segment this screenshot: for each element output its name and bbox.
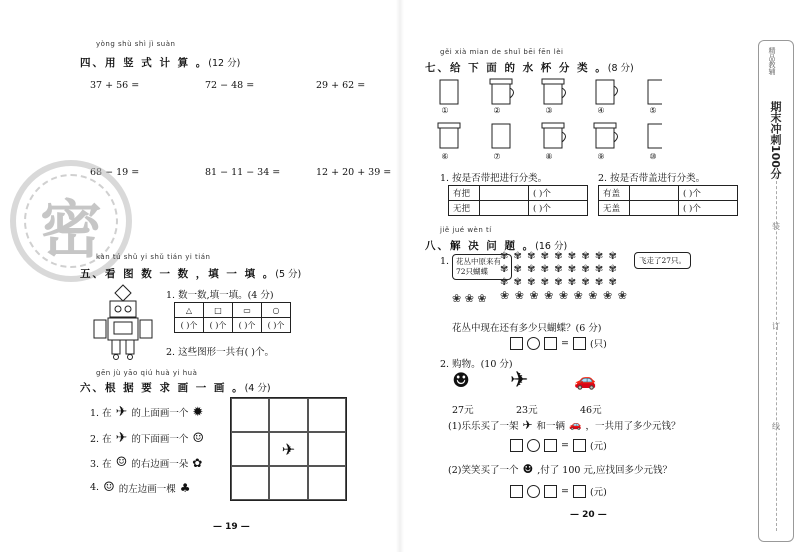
without-lid-count[interactable]: ( )个 [679, 201, 738, 216]
answer-box[interactable] [573, 485, 586, 498]
s4-eq1: 37 + 56 = [90, 80, 140, 91]
cut-line [776, 171, 777, 531]
square-count[interactable]: ( )个 [204, 318, 233, 333]
shape-count-table [174, 302, 291, 333]
s4-eq5: 81 − 11 − 34 = [205, 167, 281, 178]
s4-eq6: 12 + 20 + 39 = [316, 167, 392, 178]
s7-q2: 2. 按是否带盖进行分类。 [598, 173, 706, 184]
s7-pinyin: gěi xià mian de shuǐ bēi fēn lèi [440, 48, 564, 56]
with-lid-count[interactable]: ( )个 [679, 186, 738, 201]
speech-bubble-flew-away: 飞走了27只。 [634, 252, 691, 269]
toy-plane-icon: ✈ [510, 368, 529, 393]
flower-icon: ✿ [192, 455, 203, 470]
answer-box[interactable] [544, 485, 557, 498]
mug-4 [596, 80, 618, 104]
flower-row-icon: ❀ ❀ ❀ [452, 292, 487, 305]
s6-title: 六、根 据 要 求 画 一 画 。(4 分) [80, 382, 271, 394]
bind-mark-2: 订 [772, 322, 780, 331]
page-number-right: — 20 — [570, 510, 607, 520]
rectangle-icon: ▭ [233, 303, 262, 318]
mug-5 [648, 80, 662, 104]
s8-sub2-equation: = (元) [510, 484, 607, 498]
answer-box[interactable] [573, 439, 586, 452]
answer-box[interactable] [573, 337, 586, 350]
s6-item2: 2. 在 ✈ 的下面画一个 ☺ [90, 430, 204, 446]
s4-eq2: 72 − 48 = [205, 80, 255, 91]
brand-sub: 精品教辅 [768, 47, 776, 75]
with-handle-count[interactable]: ( )个 [529, 186, 588, 201]
answer-box[interactable] [510, 485, 523, 498]
bind-mark-1: 装 [772, 222, 780, 231]
drawing-grid[interactable] [230, 397, 347, 501]
operator-circle[interactable] [527, 485, 540, 498]
mug-7 [492, 124, 510, 148]
handle-table: 有把 ( )个 无把 ( )个 [448, 185, 588, 216]
without-handle-count[interactable]: ( )个 [529, 201, 588, 216]
doll-icon: ☻ [522, 462, 534, 476]
operator-circle[interactable] [527, 337, 540, 350]
secret-stamp [10, 160, 132, 282]
smiley-icon: ☺ [192, 430, 204, 446]
s6-item4: 4. ☺ 的左边画一棵 ♣ [90, 480, 191, 495]
binding-sidebar [758, 40, 794, 542]
stamp-text: 密 [39, 193, 102, 266]
s4-pinyin: yòng shù shì jì suàn [96, 40, 176, 48]
s5-title: 五、看 图 数 一 数 ，填 一 填 。(5 分) [80, 268, 302, 280]
airplane-icon: ✈ [269, 432, 307, 466]
toy-car-icon: 🚗 [574, 370, 597, 391]
s8-sub1-equation: = (元) [510, 438, 607, 452]
circle-icon: ○ [262, 303, 291, 318]
s4-title: 四、用 竖 式 计 算 。(12 分) [80, 57, 241, 69]
mug-illustrations [432, 76, 662, 176]
sun-icon: ✹ [192, 404, 204, 420]
mug-1 [440, 80, 458, 104]
operator-circle[interactable] [527, 439, 540, 452]
smiley-icon: ☺ [103, 480, 115, 495]
circle-count[interactable]: ( )个 [262, 318, 291, 333]
s6-item3: 3. 在 ☺ 的右边画一朵 ✿ [90, 455, 203, 470]
s8-sub2: (2)笑笑买了一个 ☻ ,付了 100 元,应找回多少元钱？ [448, 462, 672, 476]
center-fold [396, 0, 404, 552]
triangle-count[interactable]: ( )个 [175, 318, 204, 333]
s6-item1: 1. 在 ✈ 的上面画一个 ✹ [90, 404, 204, 420]
s8-title: 八、解 决 问 题 。(16 分) [425, 240, 568, 252]
triangle-icon: △ [175, 303, 204, 318]
answer-box[interactable] [510, 439, 523, 452]
brand-title: 期末冲刺100分 [769, 101, 782, 179]
s8-q2-text: 2. 购物。(10 分) [440, 359, 513, 370]
mug-3 [542, 79, 566, 104]
square-icon: □ [204, 303, 233, 318]
answer-box[interactable] [510, 337, 523, 350]
butterflies-flowers-illustration: ✾ ✾ ✾ ✾ ✾ ✾ ✾ ✾ ✾ ✾ ✾ ✾ ✾ ✾ ✾ ✾ ✾ ✾ ✾ ✾ ✾ ✾ ✾ ✾ ✾ ✾ ✾ ❀ ❀ ❀ ❀ ❀ ❀ ❀ ❀ ❀ [500, 251, 628, 302]
s7-title: 七、给 下 面 的 水 杯 分 类 。(8 分) [425, 62, 634, 74]
answer-box[interactable] [544, 439, 557, 452]
s6-pinyin: gēn jù yāo qiú huà yi huà [96, 369, 198, 377]
doll-icon: ☻ [452, 368, 470, 392]
s8-sub1: (1)乐乐买了一架 ✈ 和一辆 🚗 ，一共用了多少元钱？ [448, 418, 681, 432]
s4-eq4: 68 − 19 = [90, 167, 140, 178]
mug-9 [594, 123, 618, 148]
mug-8 [542, 123, 566, 148]
s4-eq3: 29 + 62 = [316, 80, 366, 91]
s8-pinyin: jiě jué wèn tí [440, 226, 492, 234]
price-doll: 27元 [452, 405, 474, 416]
s8-q1-equation: = (只) [510, 336, 607, 350]
s5-pinyin: kàn tú shǔ yi shǔ tián yi tián [96, 253, 211, 261]
answer-box[interactable] [544, 337, 557, 350]
s5-q1: 1. 数一数,填一填。(4 分) [166, 290, 274, 301]
mug-2 [490, 79, 514, 104]
speech-bubble-original: 花丛中原来有72只蝴蝶 [452, 254, 512, 280]
airplane-icon: ✈ [115, 430, 128, 446]
lid-table: 有盖 ( )个 无盖 ( )个 [598, 185, 738, 216]
s8-q1-number: 1. [440, 256, 450, 267]
s5-q2: 2. 这些图形一共有( )个。 [166, 347, 275, 358]
page-number-left: — 19 — [213, 522, 250, 532]
tree-icon: ♣ [179, 480, 191, 495]
robot-figure [88, 282, 158, 360]
mug-labels-row1: ① ② ③ ④ ⑤ [441, 106, 657, 115]
toy-car-icon: 🚗 [569, 419, 582, 431]
bind-mark-3: 线 [772, 422, 780, 431]
rectangle-count[interactable]: ( )个 [233, 318, 262, 333]
mug-10 [648, 124, 662, 148]
mug-labels-row2: ⑥ ⑦ ⑧ ⑨ ⑩ [441, 152, 657, 161]
price-car: 46元 [580, 405, 602, 416]
s7-q1: 1. 按是否带把进行分类。 [440, 173, 548, 184]
airplane-icon: ✈ [115, 404, 128, 420]
smiley-icon: ☺ [115, 455, 128, 470]
toy-plane-icon: ✈ [522, 418, 533, 432]
s8-q1-text: 花丛中现在还有多少只蝴蝶？(6 分) [452, 323, 602, 334]
price-plane: 23元 [516, 405, 538, 416]
mug-6 [438, 123, 460, 148]
